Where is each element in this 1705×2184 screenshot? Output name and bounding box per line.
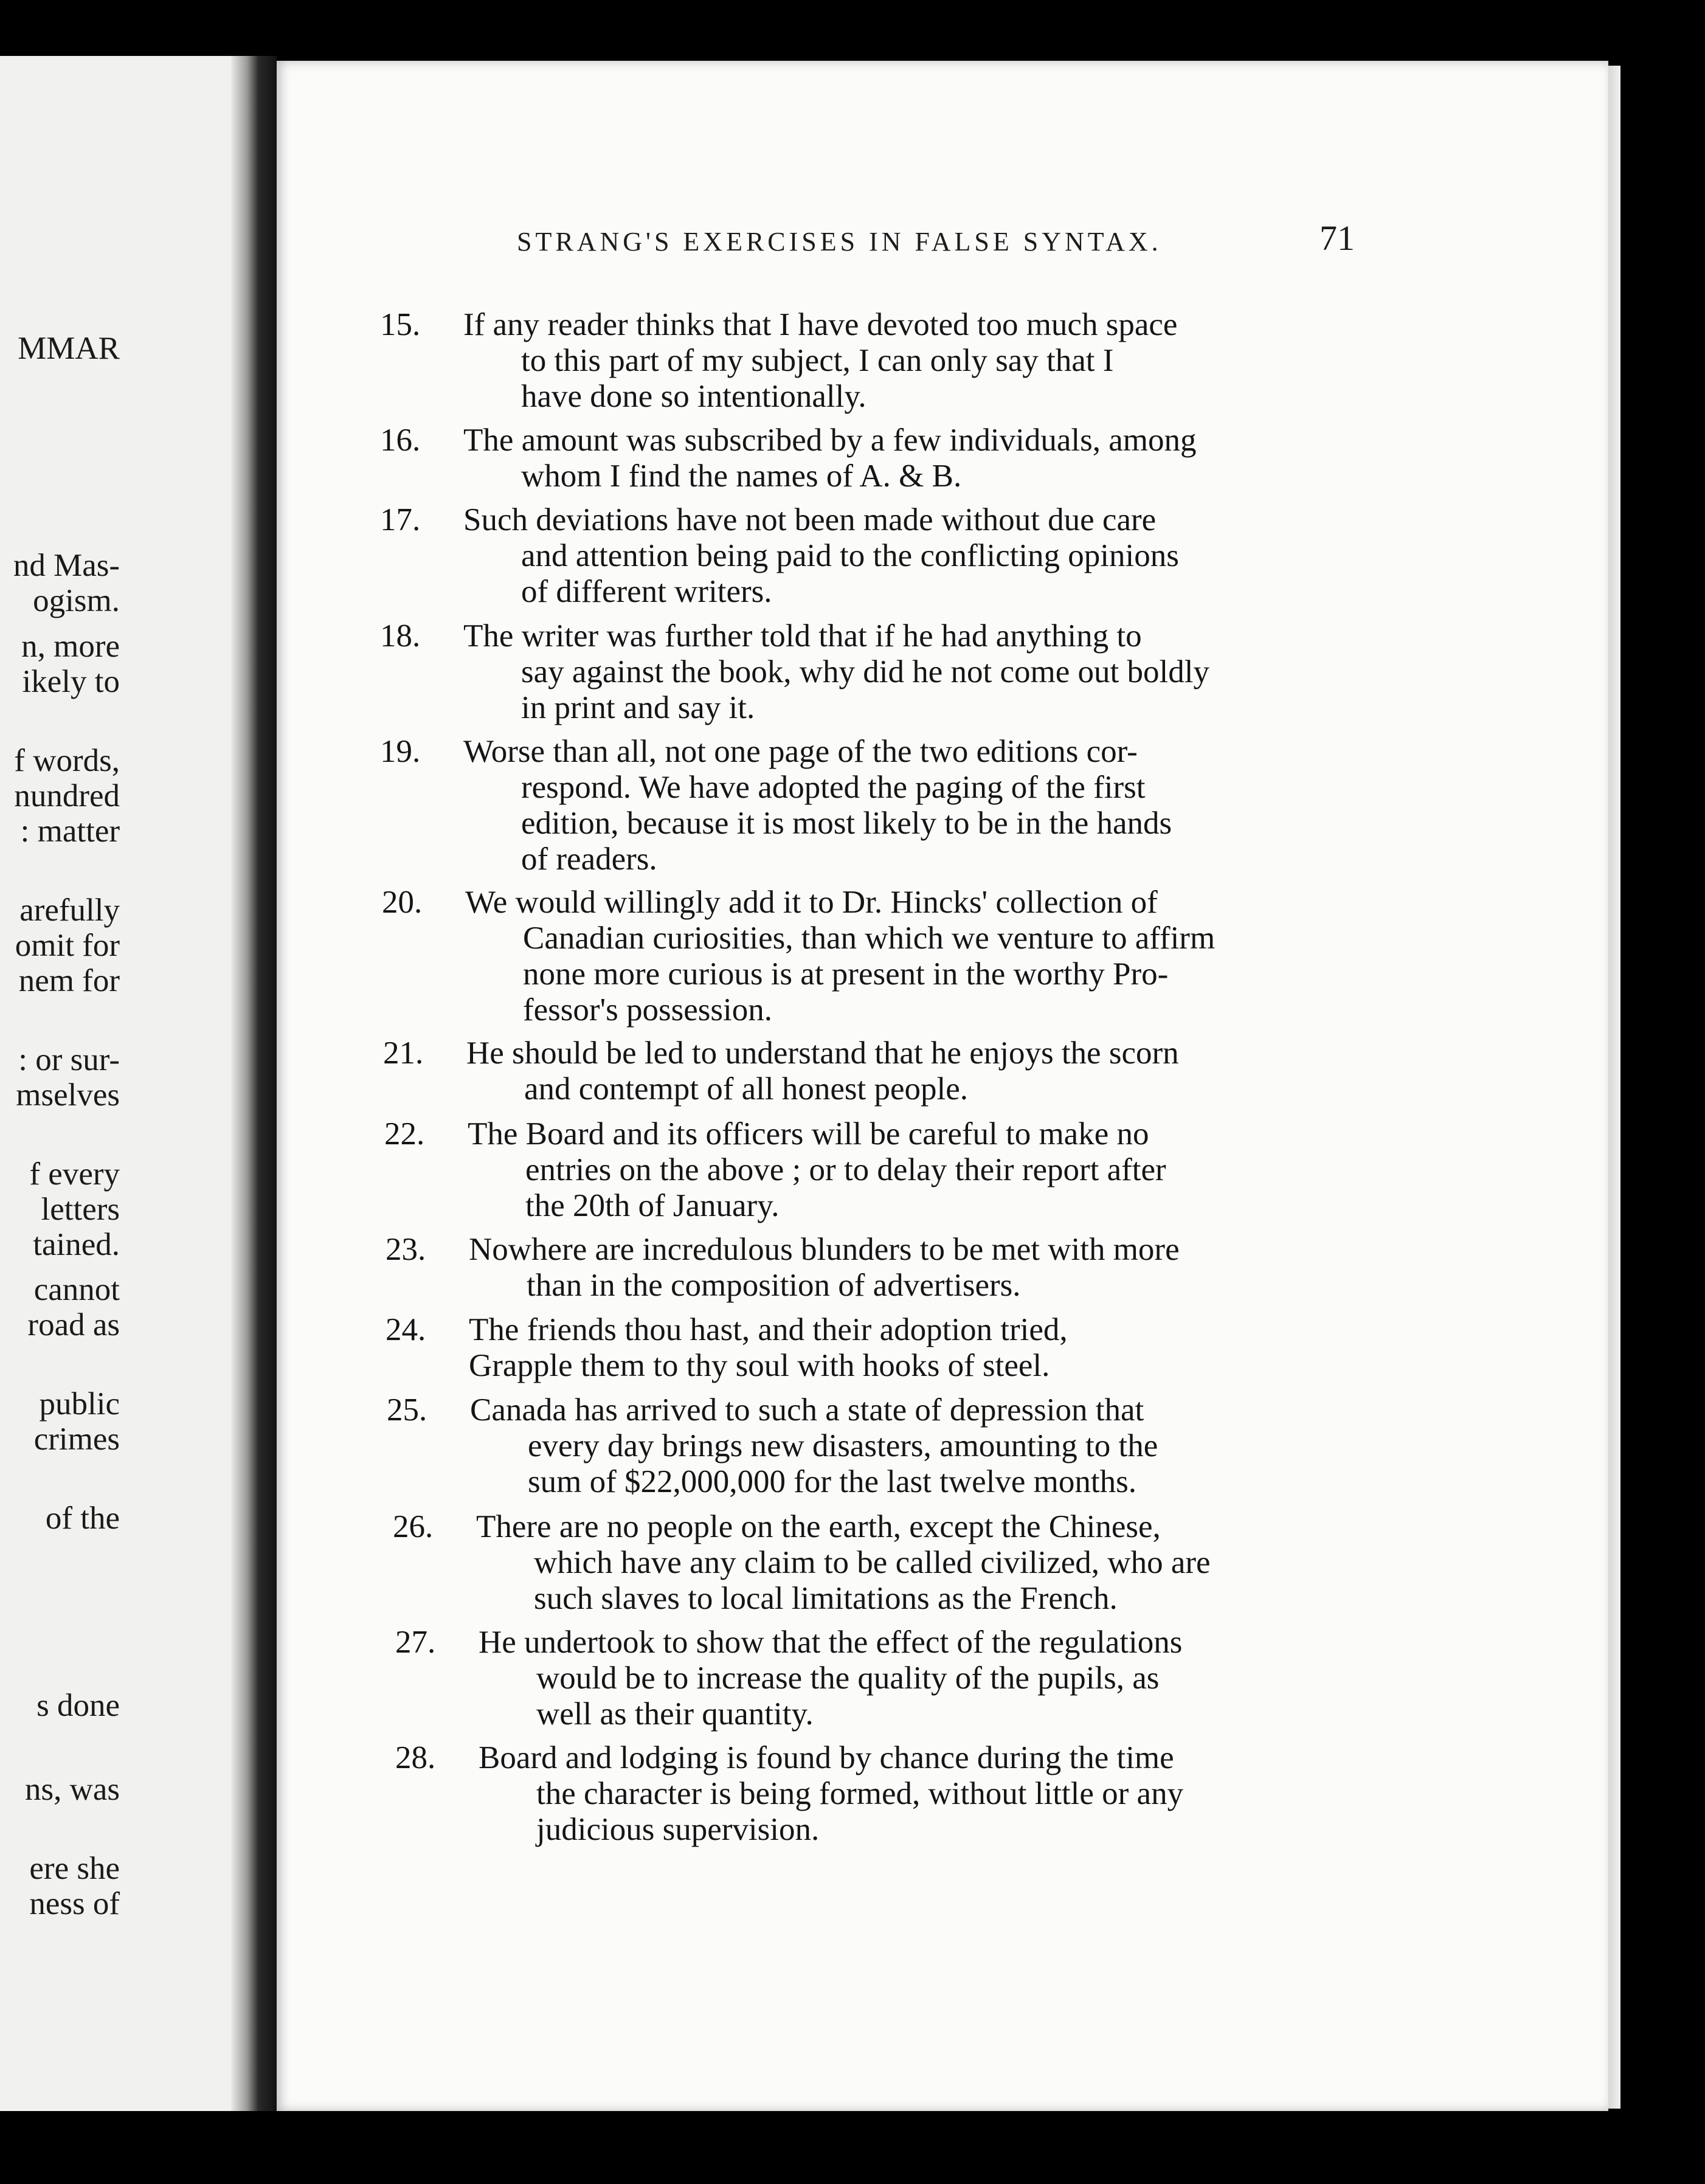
entry-number: 18.	[380, 618, 421, 654]
entry-line: We would willingly add it to Dr. Hincks' collection of	[465, 885, 1158, 920]
left-page-line: nd Mas-	[13, 548, 120, 583]
left-page-line: road as	[27, 1307, 120, 1343]
exercise-entry	[395, 1740, 1184, 1848]
exercise-entry	[386, 1232, 1180, 1304]
entry-line: of different writers.	[521, 574, 772, 609]
exercise-entry	[380, 734, 1172, 877]
page-number: 71	[1319, 218, 1355, 258]
entry-line: would be to increase the quality of the pupils, as	[536, 1660, 1160, 1696]
left-page-line: ns, was	[24, 1772, 120, 1807]
entry-line: edition, because it is most likely to be in the hands	[521, 806, 1172, 841]
left-page-line: omit for	[15, 928, 120, 963]
left-page-line: ness of	[29, 1886, 120, 1921]
entry-line: than in the composition of advertisers.	[527, 1268, 1021, 1303]
left-page-line: crimes	[33, 1422, 120, 1457]
page-edge	[1608, 66, 1620, 2109]
left-page-line: of the	[45, 1501, 120, 1536]
left-page-line: nundred	[14, 778, 120, 814]
entry-number: 16.	[380, 423, 421, 458]
exercise-entry	[387, 1392, 1158, 1500]
entry-line: Such deviations have not been made without due care	[463, 502, 1157, 537]
entry-line: entries on the above ; or to delay their report after	[525, 1152, 1166, 1187]
left-page-line: ere she	[29, 1851, 120, 1886]
entry-line: the character is being formed, without little or any	[536, 1776, 1184, 1811]
entry-number: 28.	[395, 1740, 436, 1775]
entry-number: 17.	[380, 502, 421, 537]
left-page-line: : or sur-	[18, 1042, 120, 1077]
exercise-entry	[382, 885, 1216, 1028]
left-page-line: letters	[41, 1192, 120, 1227]
exercise-entry	[380, 618, 1209, 726]
entry-number: 26.	[393, 1509, 434, 1544]
left-page-line: f every	[29, 1156, 120, 1192]
entry-line: Worse than all, not one page of the two editions cor-	[463, 734, 1138, 769]
left-page-line: MMAR	[18, 331, 120, 366]
left-page-line: arefully	[19, 893, 120, 928]
entry-line: none more curious is at present in the worthy Pro-	[523, 956, 1169, 992]
entry-line: If any reader thinks that I have devoted too much space	[463, 307, 1178, 342]
entry-line: Canada has arrived to such a state of depression that	[470, 1392, 1144, 1428]
entry-line: such slaves to local limitations as the French.	[534, 1581, 1118, 1616]
entry-line: which have any claim to be called civilized, who are	[534, 1545, 1211, 1580]
entry-number: 25.	[387, 1392, 427, 1428]
exercise-entry	[386, 1312, 1068, 1384]
left-page-line: tained.	[33, 1227, 120, 1262]
entry-line: fessor's possession.	[523, 992, 772, 1028]
left-page-line: ikely to	[22, 664, 120, 699]
exercise-entry	[380, 502, 1179, 610]
entry-line: Board and lodging is found by chance during the time	[479, 1740, 1174, 1775]
entry-line: Grapple them to thy soul with hooks of steel.	[469, 1348, 1050, 1383]
left-page-line: mselves	[16, 1077, 120, 1113]
entry-line: sum of $22,000,000 for the last twelve months.	[528, 1464, 1136, 1499]
entry-number: 22.	[384, 1116, 425, 1152]
entry-line: well as their quantity.	[536, 1696, 814, 1732]
entry-line: to this part of my subject, I can only say that I	[521, 343, 1114, 378]
entry-line: The Board and its officers will be careful to make no	[468, 1116, 1149, 1152]
entry-number: 19.	[380, 734, 421, 769]
entry-line: He should be led to understand that he enjoys the scorn	[466, 1035, 1179, 1071]
left-page-line: cannot	[33, 1272, 120, 1307]
entry-line: have done so intentionally.	[521, 379, 866, 414]
entry-line: Nowhere are incredulous blunders to be met with more	[469, 1232, 1180, 1267]
entry-line: and attention being paid to the conflicting opinions	[521, 538, 1179, 573]
left-page-line: ogism.	[33, 583, 120, 618]
left-page-line: f words,	[14, 743, 120, 778]
left-page-line: n, more	[21, 629, 120, 664]
entry-line: Canadian curiosities, than which we venture to affirm	[523, 921, 1216, 956]
entry-line: of readers.	[521, 841, 657, 877]
entry-number: 20.	[382, 885, 423, 920]
exercise-entry	[380, 307, 1178, 415]
exercise-entry	[383, 1035, 1179, 1107]
exercise-entry	[384, 1116, 1166, 1224]
running-head: STRANG'S EXERCISES IN FALSE SYNTAX.	[517, 227, 1162, 257]
entry-line: say against the book, why did he not come out boldly	[521, 654, 1209, 689]
left-page-line: s done	[36, 1688, 120, 1723]
left-page-line: nem for	[18, 963, 120, 998]
entry-line: every day brings new disasters, amounting to the	[528, 1428, 1158, 1463]
entry-line: The writer was further told that if he had anything to	[463, 618, 1142, 654]
exercise-entry	[393, 1509, 1211, 1617]
entry-line: There are no people on the earth, except the Chinese,	[476, 1509, 1161, 1544]
entry-number: 27.	[395, 1625, 436, 1660]
entry-line: The friends thou hast, and their adoption tried,	[469, 1312, 1068, 1347]
entry-line: The amount was subscribed by a few individuals, among	[463, 423, 1197, 458]
entry-line: respond. We have adopted the paging of the first	[521, 770, 1146, 805]
entry-line: in print and say it.	[521, 690, 755, 725]
left-page-line: : matter	[20, 814, 120, 849]
entry-line: whom I find the names of A. & B.	[521, 458, 962, 494]
entry-line: He undertook to show that the effect of the regulations	[479, 1625, 1183, 1660]
entry-line: the 20th of January.	[525, 1188, 780, 1223]
entry-line: and contempt of all honest people.	[524, 1071, 969, 1107]
entry-number: 15.	[380, 307, 421, 342]
exercise-entry	[380, 423, 1197, 494]
left-facing-page	[0, 56, 252, 2111]
entry-number: 23.	[386, 1232, 426, 1267]
left-page-line: public	[39, 1386, 120, 1422]
entry-line: judicious supervision.	[536, 1812, 820, 1847]
book-gutter-shadow	[231, 56, 277, 2111]
entry-number: 21.	[383, 1035, 424, 1071]
exercise-entry	[395, 1625, 1183, 1732]
entry-number: 24.	[386, 1312, 426, 1347]
